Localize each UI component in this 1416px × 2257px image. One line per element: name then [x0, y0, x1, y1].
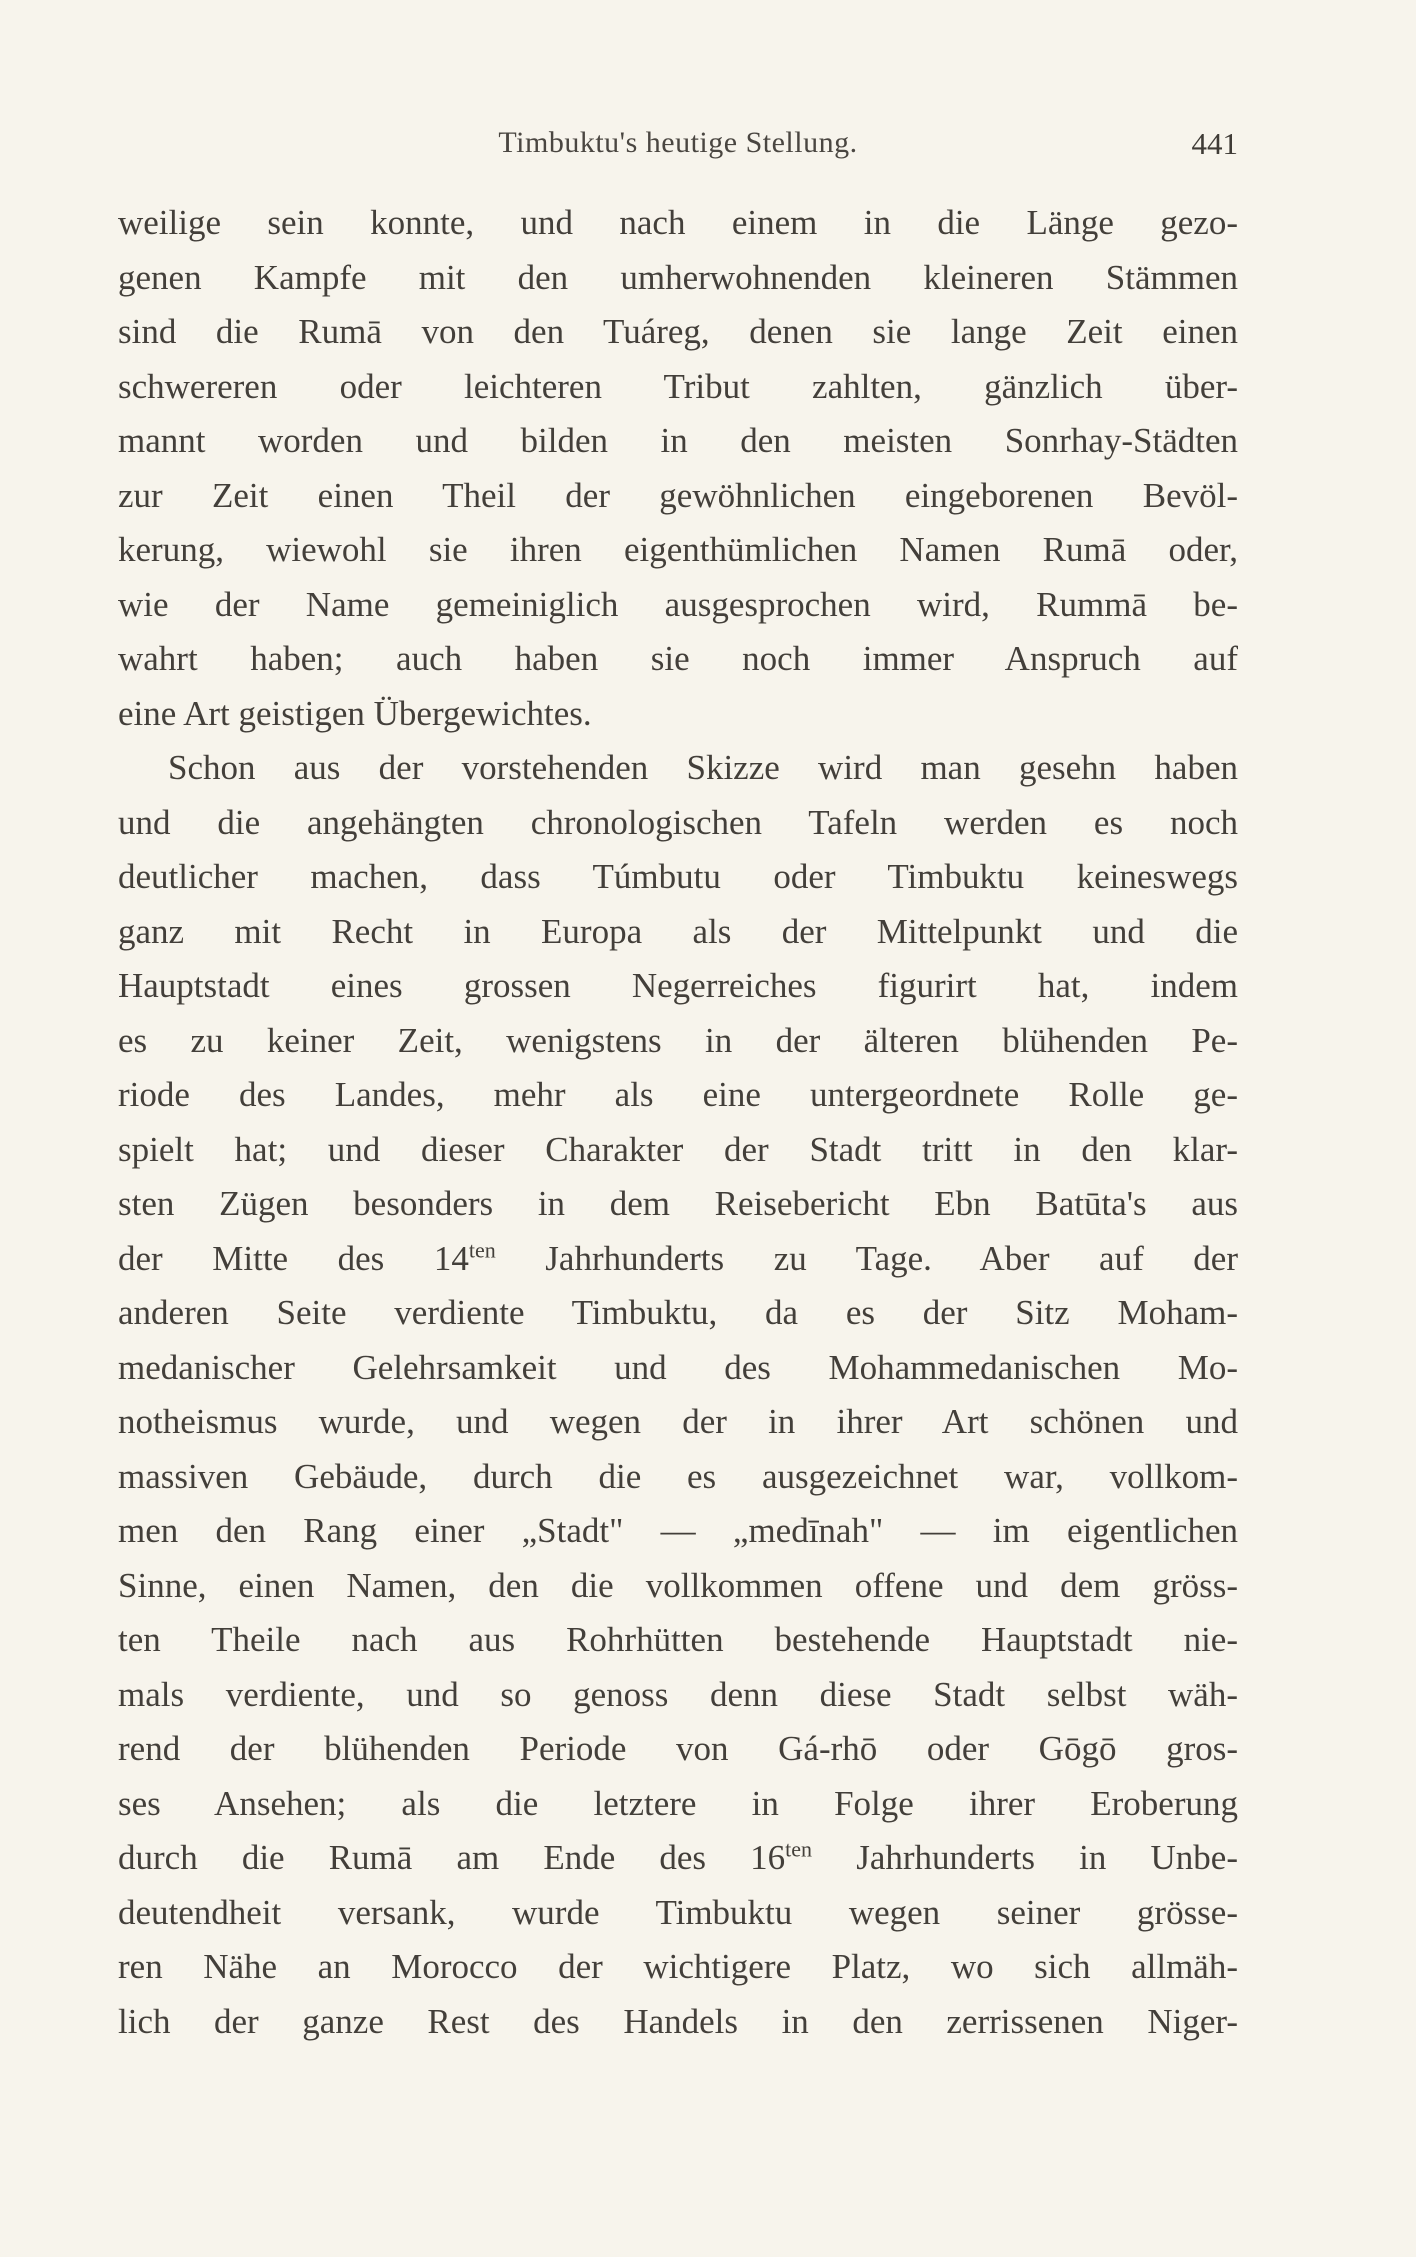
superscript: ten	[785, 1836, 813, 1862]
text-line: ten Theile nach aus Rohrhütten bestehende Hauptstadt nie-	[118, 1620, 1238, 1659]
text-line-with-superscript	[118, 1831, 1238, 1886]
text-line: notheismus wurde, und wegen der in ihrer Art schönen und	[118, 1402, 1238, 1441]
running-head	[118, 126, 1238, 172]
text-line: schwereren oder leichteren Tribut zahlten, gänzlich über-	[118, 366, 1238, 406]
text-line: wahrt haben; auch haben sie noch immer Anspruch auf	[118, 639, 1238, 678]
text-line: rend der blühenden Periode von Gá-rhō oder Gōgō gros-	[118, 1729, 1238, 1768]
text-line: sten Zügen besonders in dem Reisebericht Ebn Batūta's aus	[118, 1184, 1238, 1223]
body-text	[118, 196, 1238, 2049]
text-line: men den Rang einer „Stadt" — „medīnah" — im eigentlichen	[118, 1511, 1238, 1550]
text-line: ganz mit Recht in Europa als der Mittelpunkt und die	[118, 911, 1238, 951]
text-line: deutlicher machen, dass Túmbutu oder Timbuktu keineswegs	[118, 857, 1238, 896]
text-line: massiven Gebäude, durch die es ausgezeichnet war, vollkom-	[118, 1456, 1238, 1496]
text-fragment: der Mitte des 14	[118, 1238, 469, 1278]
text-line: riode des Landes, mehr als eine untergeordnete Rolle ge-	[118, 1075, 1238, 1114]
text-line: medanischer Gelehrsamkeit und des Mohammedanischen Mo-	[118, 1347, 1238, 1387]
text-line: genen Kampfe mit den umherwohnenden kleineren Stämmen	[118, 257, 1238, 297]
text-line: wie der Name gemeiniglich ausgesprochen wird, Rummā be-	[118, 584, 1238, 624]
text-line: Hauptstadt eines grossen Negerreiches figurirt hat, indem	[118, 966, 1238, 1005]
text-line: Schon aus der vorstehenden Skizze wird man gesehn haben	[168, 748, 1238, 787]
page-number: 441	[1191, 126, 1238, 161]
text-line: sind die Rumā von den Tuáreg, denen sie lange Zeit einen	[118, 312, 1238, 351]
text-line: mannt worden und bilden in den meisten Sonrhay-Städten	[118, 421, 1238, 460]
text-line: eine Art geistigen Übergewichtes.	[118, 693, 592, 733]
text-line: Sinne, einen Namen, den die vollkommen offene und dem gröss-	[118, 1565, 1238, 1605]
text-line: kerung, wiewohl sie ihren eigenthümlichen Namen Rumā oder,	[118, 530, 1238, 569]
text-line: weilige sein konnte, und nach einem in die Länge gezo-	[118, 203, 1238, 242]
text-line: lich der ganze Rest des Handels in den zerrissenen Niger-	[118, 2001, 1238, 2041]
text-line: es zu keiner Zeit, wenigstens in der älteren blühenden Pe-	[118, 1020, 1238, 1060]
text-line: spielt hat; und dieser Charakter der Stadt tritt in den klar-	[118, 1129, 1238, 1169]
text-fragment: durch die Rumā am Ende des 16	[118, 1838, 786, 1877]
superscript: ten	[468, 1236, 496, 1262]
text-line: mals verdiente, und so genoss denn diese Stadt selbst wäh-	[118, 1674, 1238, 1714]
text-line: deutendheit versank, wurde Timbuktu wegen seiner grösse-	[118, 1892, 1238, 1932]
running-title: Timbuktu's heutige Stellung.	[498, 126, 858, 159]
text-line: und die angehängten chronologischen Tafeln werden es noch	[118, 802, 1238, 842]
text-line: zur Zeit einen Theil der gewöhnlichen eingeborenen Bevöl-	[118, 475, 1238, 515]
text-line: ses Ansehen; als die letztere in Folge ihrer Eroberung	[118, 1783, 1238, 1823]
text-line: anderen Seite verdiente Timbuktu, da es der Sitz Moham-	[118, 1293, 1238, 1332]
text-line-with-superscript	[118, 1232, 1238, 1287]
text-fragment: Jahrhunderts zu Tage. Aber auf der	[495, 1238, 1238, 1278]
text-fragment: Jahrhunderts in Unbe-	[812, 1838, 1238, 1877]
text-line: ren Nähe an Morocco der wichtigere Platz, wo sich allmäh-	[118, 1947, 1238, 1986]
